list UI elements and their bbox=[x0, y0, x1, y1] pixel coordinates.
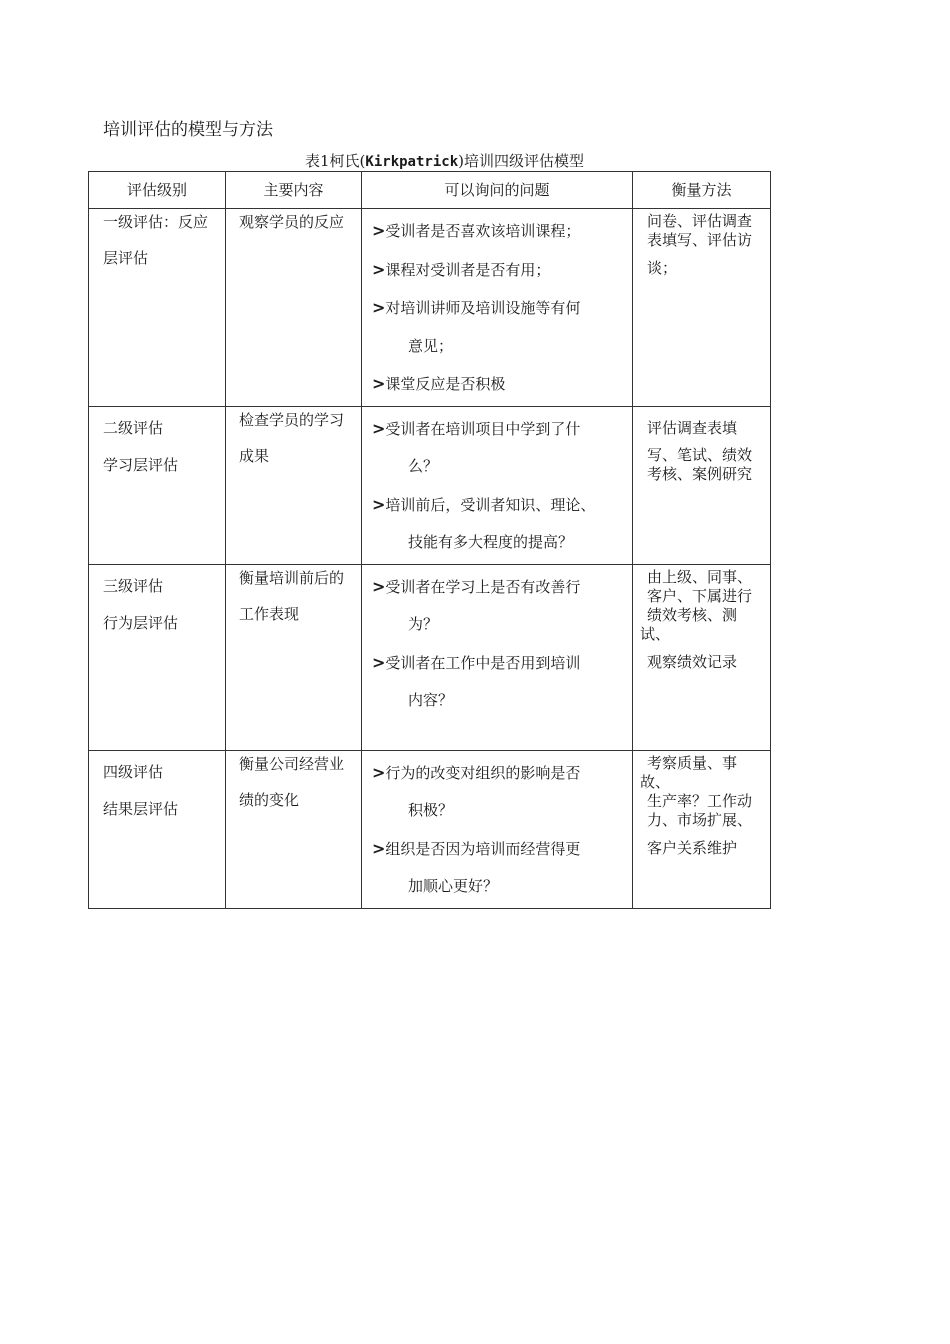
level-cell bbox=[89, 750, 226, 908]
question-item bbox=[372, 212, 632, 251]
question-text: 课堂反应是否积极 bbox=[385, 375, 506, 393]
bullet-arrow: > bbox=[372, 652, 386, 672]
method-text: 谈； bbox=[647, 259, 678, 277]
method-text: 客户关系维护 bbox=[647, 838, 738, 857]
question-text: 受训者在工作中是否用到培训 bbox=[385, 653, 581, 672]
question-item bbox=[372, 754, 632, 793]
question-item bbox=[372, 644, 632, 683]
caption-prefix: 表1柯氏( bbox=[305, 152, 366, 170]
question-text: 培训前后，受训者知识、理论、 bbox=[385, 495, 596, 514]
level-name: 四级评估 bbox=[103, 762, 164, 781]
table-row bbox=[89, 209, 771, 407]
question-item bbox=[372, 289, 632, 328]
table-row bbox=[89, 564, 771, 750]
level-cell bbox=[89, 406, 226, 564]
header-level: 评估级别 bbox=[89, 172, 226, 209]
bullet-arrow: > bbox=[372, 298, 386, 317]
level-cell bbox=[89, 209, 226, 407]
method-text: 观察绩效记录 bbox=[647, 652, 738, 671]
methods-cell bbox=[633, 564, 771, 750]
method-text: 表填写、评估访 bbox=[647, 231, 753, 249]
bullet-arrow: > bbox=[372, 259, 386, 279]
content-text: 衡量培训前后的 bbox=[239, 568, 345, 587]
question-text: 行为的改变对组织的影响是否 bbox=[385, 763, 581, 782]
question-continuation: 积极？ bbox=[408, 801, 454, 819]
question-text: 受训者在培训项目中学到了什 bbox=[385, 419, 581, 438]
question-item bbox=[372, 568, 632, 607]
level-cell bbox=[89, 564, 226, 750]
content-text: 绩的变化 bbox=[239, 790, 300, 809]
question-continuation: 内容？ bbox=[408, 691, 454, 709]
table-row bbox=[89, 750, 771, 908]
content-text: 观察学员的反应 bbox=[239, 213, 345, 231]
level-name: 三级评估 bbox=[103, 576, 164, 595]
bullet-arrow: > bbox=[372, 762, 386, 782]
question-continuation: 加顺心更好？ bbox=[408, 877, 499, 895]
methods-cell bbox=[633, 209, 771, 407]
method-text: 绩效考核、测试、 bbox=[640, 605, 738, 643]
question-item bbox=[372, 486, 632, 525]
method-text: 考核、案例研究 bbox=[647, 464, 753, 483]
question-item bbox=[372, 251, 632, 290]
table-caption bbox=[305, 151, 584, 172]
table-header-row bbox=[89, 172, 771, 209]
content-cell bbox=[226, 750, 362, 908]
caption-suffix: )培训四级评估模型 bbox=[458, 152, 584, 170]
methods-cell bbox=[633, 406, 771, 564]
header-content: 主要内容 bbox=[226, 172, 362, 209]
question-text: 受训者是否喜欢该培训课程； bbox=[385, 222, 581, 240]
question-continuation: 意见； bbox=[408, 336, 454, 355]
question-item bbox=[372, 830, 632, 869]
method-text: 问卷、评估调查 bbox=[647, 212, 753, 230]
level-subname: 行为层评估 bbox=[103, 613, 179, 632]
question-text: 课程对受训者是否有用； bbox=[385, 260, 551, 279]
level-name: 一级评估：反应 bbox=[103, 213, 209, 231]
questions-cell bbox=[362, 209, 633, 407]
bullet-arrow: > bbox=[372, 374, 386, 393]
question-continuation: 技能有多大程度的提高？ bbox=[408, 533, 574, 551]
level-subname: 层评估 bbox=[103, 249, 149, 267]
header-questions: 可以询问的问题 bbox=[362, 172, 633, 209]
bullet-arrow: > bbox=[372, 838, 386, 858]
question-text: 受训者在学习上是否有改善行 bbox=[385, 577, 581, 596]
question-item bbox=[372, 410, 632, 449]
method-text: 由上级、同事、 bbox=[647, 567, 753, 586]
caption-model-name: Kirkpatrick bbox=[365, 154, 459, 170]
content-cell bbox=[226, 406, 362, 564]
content-cell bbox=[226, 209, 362, 407]
bullet-arrow: > bbox=[372, 494, 386, 514]
method-text: 考察质量、事故、 bbox=[640, 753, 738, 791]
question-text: 组织是否因为培训而经营得更 bbox=[385, 839, 581, 858]
questions-cell bbox=[362, 750, 633, 908]
method-text: 写、笔试、绩效 bbox=[647, 445, 753, 464]
bullet-arrow: > bbox=[372, 576, 386, 596]
question-continuation: 为？ bbox=[408, 615, 439, 633]
content-text: 衡量公司经营业 bbox=[239, 754, 345, 773]
level-name: 二级评估 bbox=[103, 418, 164, 437]
question-text: 对培训讲师及培训设施等有何 bbox=[385, 299, 581, 317]
method-text: 评估调查表填 bbox=[647, 418, 738, 437]
method-text: 客户、下属进行 bbox=[647, 586, 753, 605]
question-item bbox=[372, 365, 632, 404]
content-text: 检查学员的学习 bbox=[239, 410, 345, 429]
questions-cell bbox=[362, 564, 633, 750]
header-methods: 衡量方法 bbox=[633, 172, 771, 209]
content-text: 成果 bbox=[239, 446, 270, 465]
question-continuation: 么？ bbox=[408, 457, 439, 475]
kirkpatrick-model-table bbox=[88, 171, 771, 909]
bullet-arrow: > bbox=[372, 221, 386, 240]
level-subname: 结果层评估 bbox=[103, 799, 179, 818]
method-text: 力、市场扩展、 bbox=[647, 810, 753, 829]
level-subname: 学习层评估 bbox=[103, 455, 179, 474]
bullet-arrow: > bbox=[372, 418, 386, 438]
methods-cell bbox=[633, 750, 771, 908]
method-text: 生产率？工作动 bbox=[647, 791, 753, 810]
content-text: 工作表现 bbox=[239, 604, 300, 623]
document-title: 培训评估的模型与方法 bbox=[103, 120, 273, 140]
table-row bbox=[89, 406, 771, 564]
content-cell bbox=[226, 564, 362, 750]
questions-cell bbox=[362, 406, 633, 564]
